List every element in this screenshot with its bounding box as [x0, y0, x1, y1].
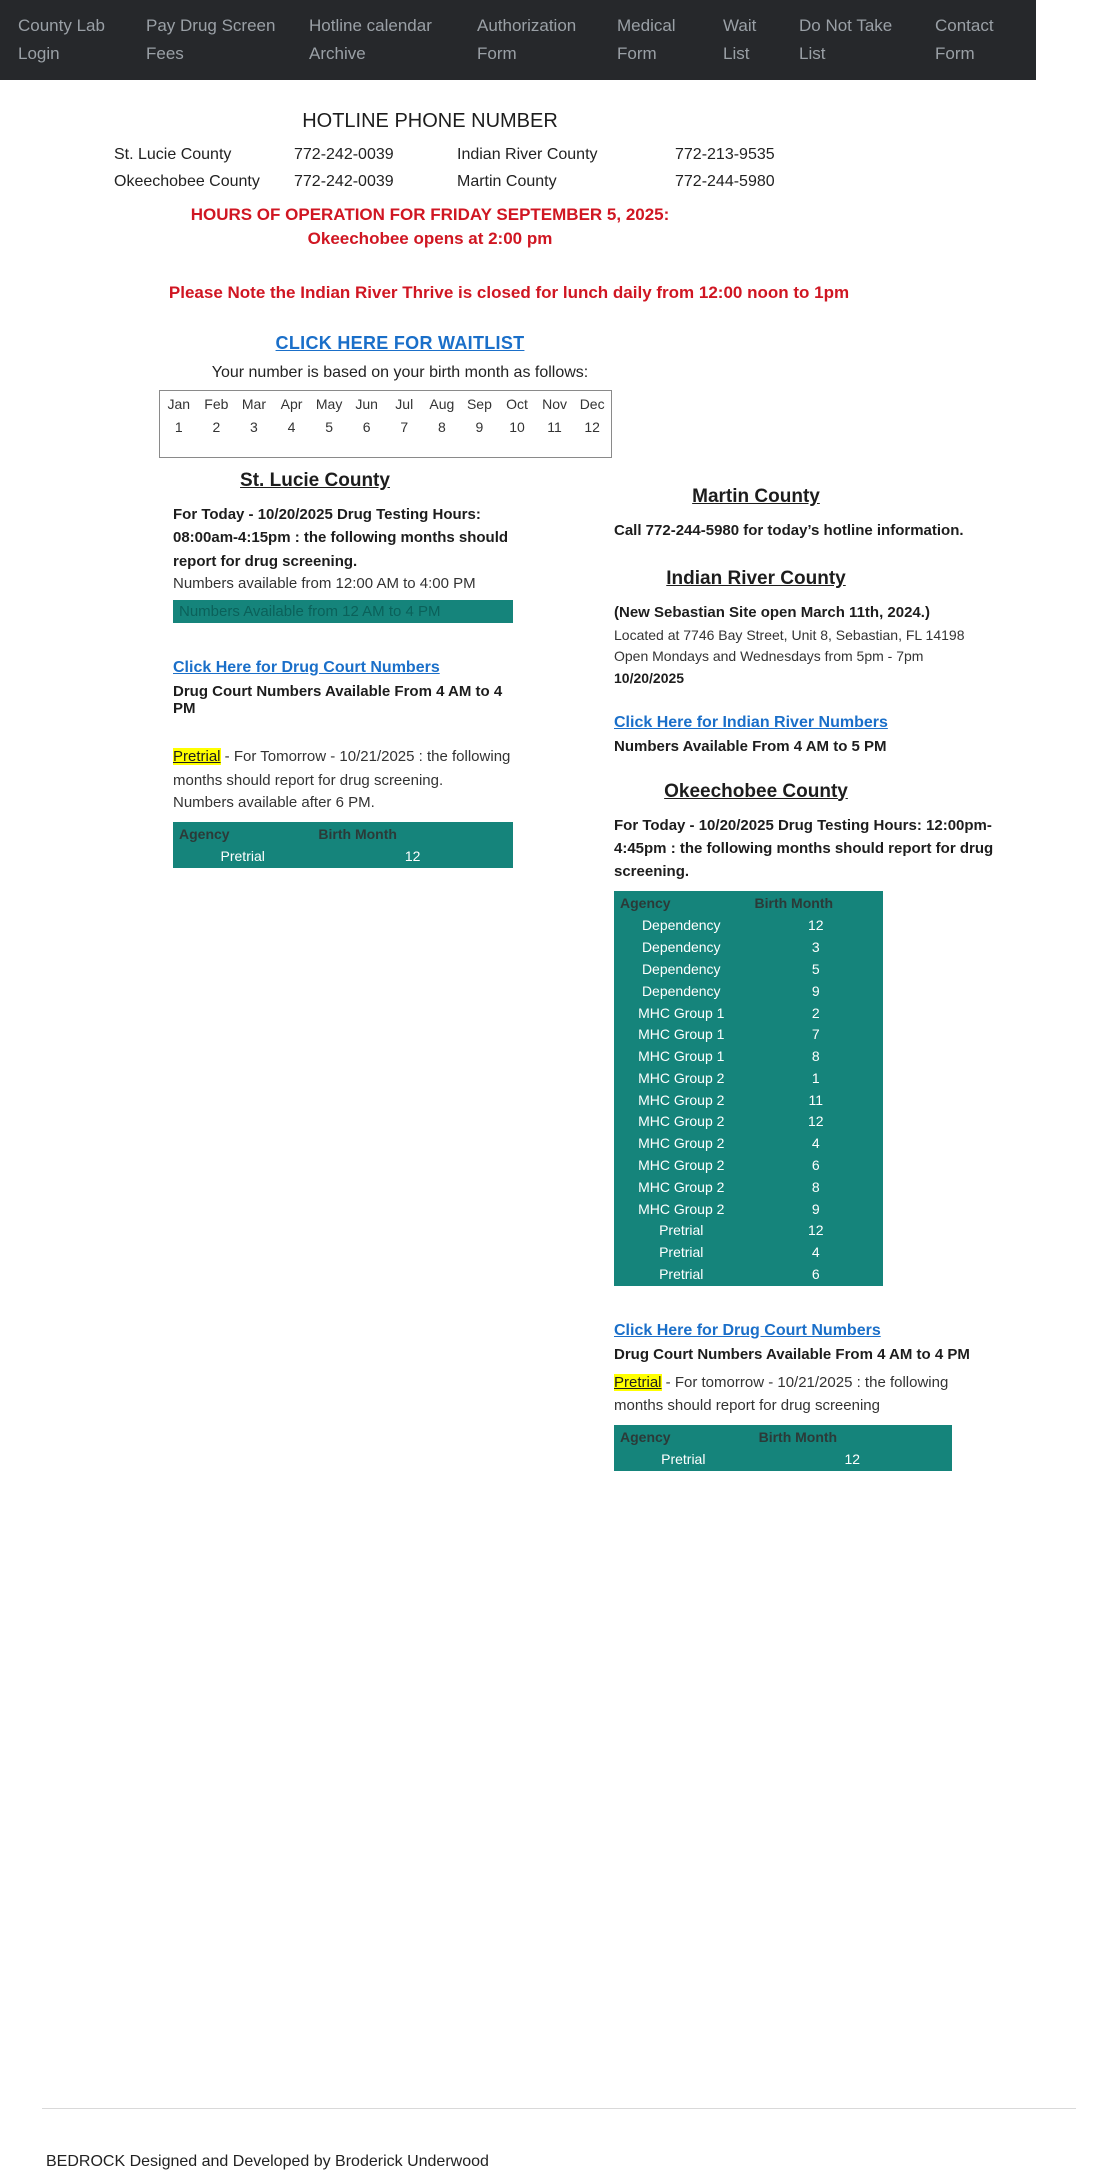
month-number: 4 [287, 419, 296, 435]
agency-cell: MHC Group 2 [638, 1091, 725, 1108]
month-label: May [315, 396, 343, 412]
birth-month-cell: 3 [811, 939, 820, 956]
table-header-row [173, 822, 513, 846]
month-number: 8 [437, 419, 446, 435]
agency-cell: Dependency [641, 960, 721, 977]
table-row [614, 1264, 883, 1286]
okeechobee-heading: Okeechobee County [664, 780, 848, 802]
waitlist-link[interactable]: CLICK HERE FOR WAITLIST [275, 333, 525, 353]
birth-month-cell: 5 [811, 960, 820, 977]
month-number: 3 [250, 419, 258, 435]
birth-month-table [159, 390, 612, 458]
month-label: Sep [466, 396, 492, 412]
okeechobee-table [614, 891, 883, 1286]
agency-cell: MHC Group 1 [638, 1048, 725, 1065]
hotline-phone-number: 772-242-0039 [294, 173, 394, 190]
county-columns [0, 470, 1118, 1471]
st-lucie-pretrial-para [173, 745, 513, 792]
birth-month-cell [461, 396, 499, 457]
okeechobee-pretrial-para [614, 1371, 998, 1418]
waitlist-block [0, 333, 800, 382]
nav-link[interactable]: Pay Drug Screen Fees [146, 15, 276, 63]
table-row [614, 1155, 883, 1177]
table-row [614, 1111, 883, 1133]
pretrial-highlight: Pretrial [614, 1373, 662, 1391]
page-footer [0, 2108, 1118, 2179]
month-label: Feb [204, 396, 229, 412]
indian-river-numbers-link[interactable]: Click Here for Indian River Numbers [614, 713, 888, 731]
table-row [614, 1242, 883, 1264]
pretrial-highlight: Pretrial [173, 748, 221, 766]
birth-month-cell: 8 [811, 1178, 820, 1195]
month-label: Jan [167, 396, 191, 412]
table-row [614, 1024, 883, 1046]
table-row [173, 846, 513, 868]
month-label: Apr [280, 396, 303, 412]
birth-month-cell [536, 396, 574, 457]
hotline-phone-number: 772-213-9535 [675, 146, 775, 163]
birth-month-cell [160, 396, 198, 457]
agency-column-header: Agency [179, 826, 230, 843]
birth-month-cell [498, 396, 536, 457]
month-label: Nov [542, 396, 568, 412]
month-number: 7 [400, 419, 409, 435]
right-column [614, 470, 998, 1471]
indian-river-date: 10/20/2025 [614, 669, 685, 686]
pretrial-text: - For tomorrow - 10/21/2025 : the following months should report for drug screening [614, 1373, 949, 1415]
month-number: 1 [174, 419, 183, 435]
table-row [614, 1199, 883, 1221]
st-lucie-pretrial-table [173, 822, 513, 868]
agency-cell: Dependency [641, 917, 721, 934]
hotline-county-name: Martin County [457, 173, 557, 190]
hotline-title: HOTLINE PHONE NUMBER [302, 110, 558, 132]
indian-river-site-note: (New Sebastian Site open March 11th, 2024.) [614, 604, 930, 622]
nav-link[interactable]: Wait List [723, 15, 757, 63]
month-number: 5 [325, 419, 333, 435]
nav-link[interactable]: Medical Form [617, 15, 676, 63]
pretrial-text: - For Tomorrow - 10/21/2025 : the following months should report for drug screening. [173, 748, 511, 789]
month-label: Jul [395, 396, 414, 412]
table-row [614, 1449, 952, 1471]
month-label: Mar [241, 396, 266, 412]
st-lucie-today-para: For Today - 10/20/2025 Drug Testing Hours: 08:00am-4:15pm : the following months should report for drug screening. [173, 506, 509, 570]
month-label: Dec [579, 396, 605, 412]
birth-month-cell [385, 396, 423, 457]
month-number: 2 [212, 419, 221, 435]
agency-cell: MHC Group 2 [638, 1200, 725, 1217]
month-number: 12 [584, 419, 600, 435]
birth-month-column-header: Birth Month [758, 1429, 838, 1446]
hours-of-operation-line2: Okeechobee opens at 2:00 pm [307, 229, 553, 248]
footer-divider [42, 2108, 1076, 2109]
st-lucie-section [173, 470, 513, 868]
st-lucie-pretrial-extra: Numbers available after 6 PM. [173, 793, 375, 811]
birth-month-cell: 6 [811, 1266, 820, 1283]
birth-month-column-header: Birth Month [754, 895, 834, 912]
birth-month-cell [423, 396, 461, 457]
nav-link[interactable]: County Lab Login [18, 15, 105, 63]
birth-month-cell: 12 [807, 1222, 824, 1239]
birth-month-cell: 6 [811, 1157, 820, 1174]
birth-month-cell [198, 396, 236, 457]
agency-column-header: Agency [620, 1429, 671, 1446]
agency-cell: Pretrial [659, 1222, 704, 1239]
agency-column-header: Agency [620, 895, 671, 912]
st-lucie-drug-court-hours: Drug Court Numbers Available From 4 AM to 4 PM [173, 683, 503, 718]
table-row [614, 959, 883, 981]
agency-cell: Pretrial [661, 1451, 706, 1468]
nav-link[interactable]: Contact Form [935, 15, 994, 63]
indian-river-numbers-available: Numbers Available From 4 AM to 5 PM [614, 737, 887, 755]
top-nav-bar [0, 0, 1036, 80]
martin-heading: Martin County [692, 486, 820, 507]
birth-month-cell: 12 [807, 1113, 824, 1130]
birth-month-cell [273, 396, 311, 457]
birth-month-cell: 9 [811, 982, 820, 999]
table-row [614, 1177, 883, 1199]
agency-cell: Pretrial [659, 1244, 704, 1261]
month-label: Jun [355, 396, 378, 412]
agency-cell: MHC Group 2 [638, 1135, 725, 1152]
month-number: 6 [362, 419, 371, 435]
okeechobee-drug-court-hours: Drug Court Numbers Available From 4 AM to 4 PM [614, 1345, 970, 1363]
agency-cell: MHC Group 1 [638, 1026, 725, 1043]
month-label: Aug [429, 396, 455, 412]
birth-month-cell: 12 [844, 1451, 861, 1468]
nav-link[interactable]: Hotline calendar Archive [309, 15, 432, 63]
lunch-closure-notice: Please Note the Indian River Thrive is closed for lunch daily from 12:00 noon to 1pm [168, 283, 850, 302]
birth-month-cell [310, 396, 348, 457]
agency-cell: Pretrial [220, 848, 265, 865]
birth-month-cell [573, 396, 611, 457]
birth-month-cell [235, 396, 273, 457]
birth-month-cell: 12 [404, 848, 421, 865]
table-row [614, 1133, 883, 1155]
birth-month-cell: 4 [811, 1135, 820, 1152]
hotline-header-section [0, 80, 860, 251]
birth-month-cell: 8 [811, 1048, 820, 1065]
hotline-phone-number: 772-244-5980 [675, 173, 775, 190]
birth-month-cell [348, 396, 386, 457]
martin-info: Call 772-244-5980 for today’s hotline information. [614, 522, 964, 539]
birth-month-column-header: Birth Month [318, 826, 397, 843]
table-row [614, 981, 883, 1003]
table-row [614, 1003, 883, 1025]
st-lucie-heading: St. Lucie County [240, 470, 390, 491]
month-number: 11 [547, 419, 562, 435]
footer-credit: BEDROCK Designed and Developed by Broderick Underwood [46, 2153, 489, 2170]
month-number: 10 [509, 419, 525, 435]
table-row [614, 1220, 883, 1242]
agency-cell: Dependency [641, 939, 721, 956]
agency-cell: MHC Group 2 [638, 1178, 725, 1195]
okeechobee-drug-court-link[interactable]: Click Here for Drug Court Numbers [614, 1321, 881, 1339]
table-header-row [614, 1425, 952, 1449]
birth-month-cell: 4 [811, 1244, 820, 1261]
hotline-phone-table [114, 141, 860, 195]
hotline-county-name: Indian River County [457, 146, 598, 163]
indian-river-heading: Indian River County [666, 568, 846, 590]
st-lucie-teal-banner: Numbers Available from 12 AM to 4 PM [173, 600, 513, 623]
table-header-row [614, 891, 883, 915]
table-row [614, 1068, 883, 1090]
st-lucie-drug-court-link[interactable]: Click Here for Drug Court Numbers [173, 659, 440, 677]
table-row [614, 937, 883, 959]
birth-month-cell: 1 [811, 1069, 820, 1086]
agency-cell: Pretrial [659, 1266, 704, 1283]
table-row [614, 1090, 883, 1112]
okeechobee-table-body [614, 915, 883, 1286]
birth-month-cell: 11 [808, 1091, 824, 1108]
agency-cell: MHC Group 2 [638, 1113, 725, 1130]
month-number: 9 [475, 419, 484, 435]
hotline-phone-number: 772-242-0039 [294, 146, 394, 163]
hours-of-operation-line1: HOURS OF OPERATION FOR FRIDAY SEPTEMBER 5, 2025: [190, 205, 670, 224]
okeechobee-drug-court-table [614, 1425, 952, 1471]
hotline-county-name: Okeechobee County [114, 173, 260, 190]
nav-link[interactable]: Do Not Take List [799, 15, 893, 63]
agency-cell: Dependency [641, 982, 721, 999]
hotline-county-name: St. Lucie County [114, 146, 232, 163]
birth-month-cell: 9 [811, 1200, 820, 1217]
month-label: Oct [506, 396, 528, 412]
birth-month-cell: 2 [811, 1004, 820, 1021]
agency-cell: MHC Group 2 [638, 1069, 725, 1086]
indian-river-address: Located at 7746 Bay Street, Unit 8, Sebastian, FL 14198 [614, 626, 965, 643]
nav-link[interactable]: Authorization Form [477, 15, 577, 63]
table-row [614, 1046, 883, 1068]
okeechobee-today-para: For Today - 10/20/2025 Drug Testing Hours: 12:00pm-4:45pm : the following months should report for drug screening. [614, 816, 994, 881]
agency-cell: MHC Group 1 [638, 1004, 725, 1021]
st-lucie-numbers-available: Numbers available from 12:00 AM to 4:00 PM [173, 574, 476, 592]
agency-cell: MHC Group 2 [638, 1157, 725, 1174]
birth-month-cell: 7 [811, 1026, 820, 1043]
indian-river-open-hours: Open Mondays and Wednesdays from 5pm - 7pm [614, 648, 924, 665]
birth-month-cell: 12 [807, 917, 824, 934]
table-row [614, 915, 883, 937]
birth-month-caption: Your number is based on your birth month as follows: [211, 364, 589, 381]
